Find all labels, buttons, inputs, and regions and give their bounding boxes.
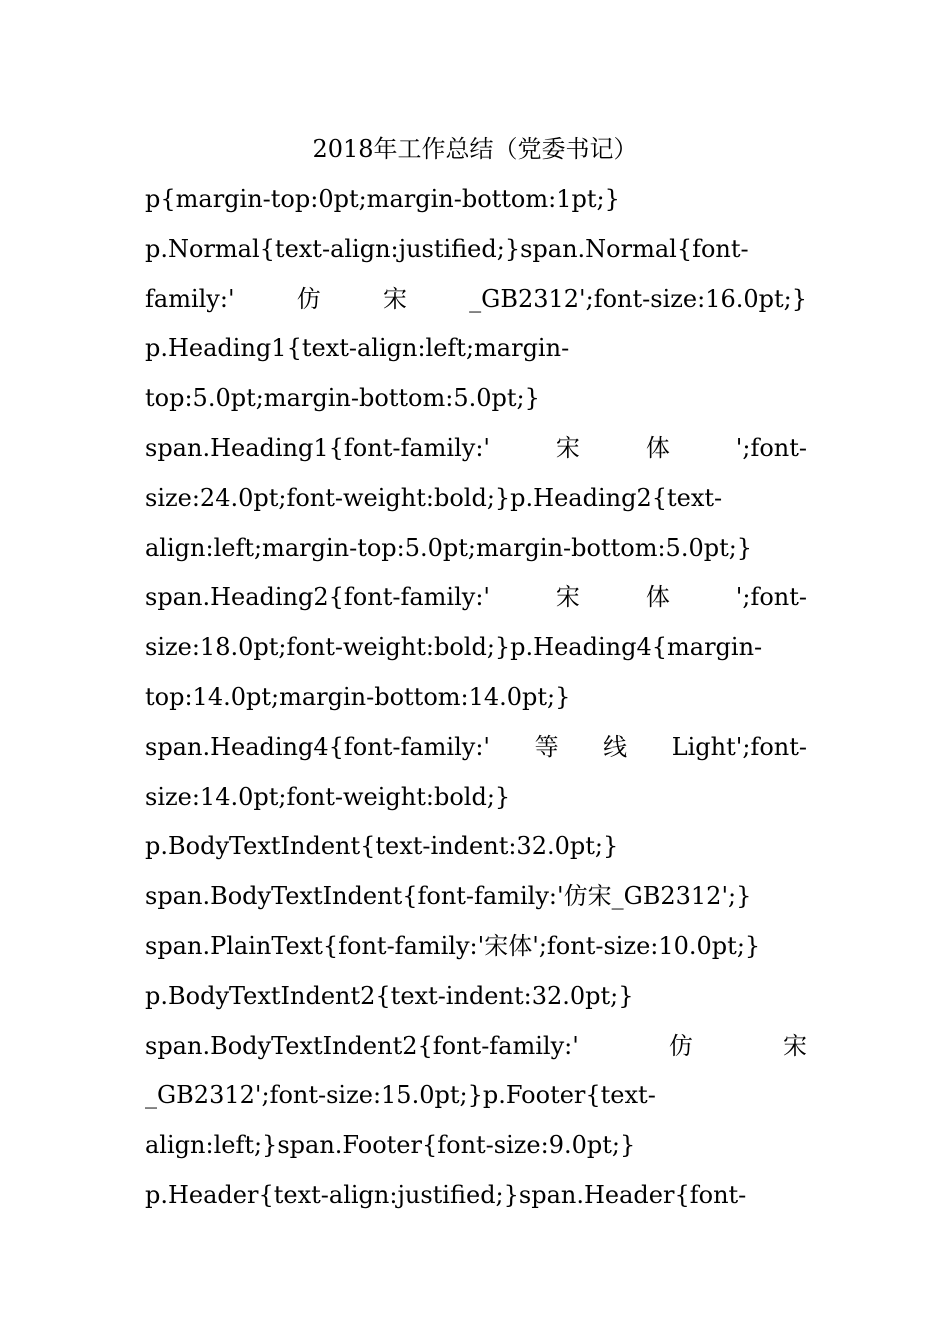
document-body xyxy=(145,175,807,1221)
text-line xyxy=(145,922,807,972)
text-segment: _GB2312';font-size:16.0pt;} xyxy=(469,284,807,313)
text-segment: ';font- xyxy=(735,583,807,612)
text-segment: 仿 xyxy=(668,1031,693,1060)
document-title: 2018年工作总结（党委书记） xyxy=(312,135,638,163)
text-segment: 体 xyxy=(645,433,670,462)
text-segment: 仿 xyxy=(296,284,321,313)
text-segment: span.BodyTextIndent{font-family:'仿宋_GB2312';} xyxy=(145,882,752,911)
text-segment: family:' xyxy=(145,284,235,313)
text-segment: 体 xyxy=(645,583,670,612)
text-segment: size:14.0pt;font-weight:bold;} xyxy=(145,782,511,811)
text-line xyxy=(145,723,807,773)
text-segment: 宋 xyxy=(555,433,580,462)
text-line xyxy=(145,474,807,524)
text-segment: p.BodyTextIndent{text-indent:32.0pt;} xyxy=(145,832,619,861)
text-line xyxy=(145,1071,807,1121)
text-line xyxy=(145,773,807,823)
text-segment: p.Normal{text-align:justified;}span.Normal{font- xyxy=(145,234,749,263)
text-segment: 宋 xyxy=(555,583,580,612)
text-segment: 宋 xyxy=(382,284,407,313)
text-segment: span.Heading4{font-family:' xyxy=(145,732,490,761)
text-line xyxy=(145,324,807,374)
text-segment: size:18.0pt;font-weight:bold;}p.Heading4{margin- xyxy=(145,633,763,662)
text-segment: align:left;margin-top:5.0pt;margin-bottom:5.0pt;} xyxy=(145,533,753,562)
text-line xyxy=(145,175,807,225)
text-line xyxy=(145,225,807,275)
text-segment: Light';font- xyxy=(671,732,807,761)
text-line xyxy=(145,673,807,723)
text-segment: align:left;}span.Footer{font-size:9.0pt;} xyxy=(145,1131,636,1160)
text-line xyxy=(145,872,807,922)
text-line xyxy=(145,374,807,424)
text-segment: size:24.0pt;font-weight:bold;}p.Heading2{text- xyxy=(145,483,723,512)
text-segment: p.Heading1{text-align:left;margin- xyxy=(145,334,570,363)
text-line xyxy=(145,972,807,1022)
text-segment: top:14.0pt;margin-bottom:14.0pt;} xyxy=(145,682,571,711)
text-segment: 线 xyxy=(603,732,628,761)
text-segment: p{margin-top:0pt;margin-bottom:1pt;} xyxy=(145,185,620,213)
text-segment: _GB2312';font-size:15.0pt;}p.Footer{text- xyxy=(145,1081,656,1110)
text-line xyxy=(145,1121,807,1171)
text-line xyxy=(145,1171,807,1221)
text-segment: ';font- xyxy=(735,433,807,462)
text-line xyxy=(145,1022,807,1072)
text-line xyxy=(145,524,807,574)
text-segment: 宋 xyxy=(783,1031,807,1060)
text-line xyxy=(145,275,807,325)
text-segment: top:5.0pt;margin-bottom:5.0pt;} xyxy=(145,384,540,413)
text-line xyxy=(145,822,807,872)
text-segment: 等 xyxy=(534,732,559,761)
text-line xyxy=(145,573,807,623)
text-segment: span.BodyTextIndent2{font-family:' xyxy=(145,1031,579,1060)
text-segment: span.Heading2{font-family:' xyxy=(145,583,490,612)
text-line xyxy=(145,424,807,474)
text-segment: p.Header{text-align:justified;}span.Header{font- xyxy=(145,1180,747,1209)
text-line xyxy=(145,623,807,673)
text-segment: span.Heading1{font-family:' xyxy=(145,433,490,462)
text-segment: span.PlainText{font-family:'宋体';font-size:10.0pt;} xyxy=(145,931,761,960)
text-segment: p.BodyTextIndent2{text-indent:32.0pt;} xyxy=(145,981,634,1010)
